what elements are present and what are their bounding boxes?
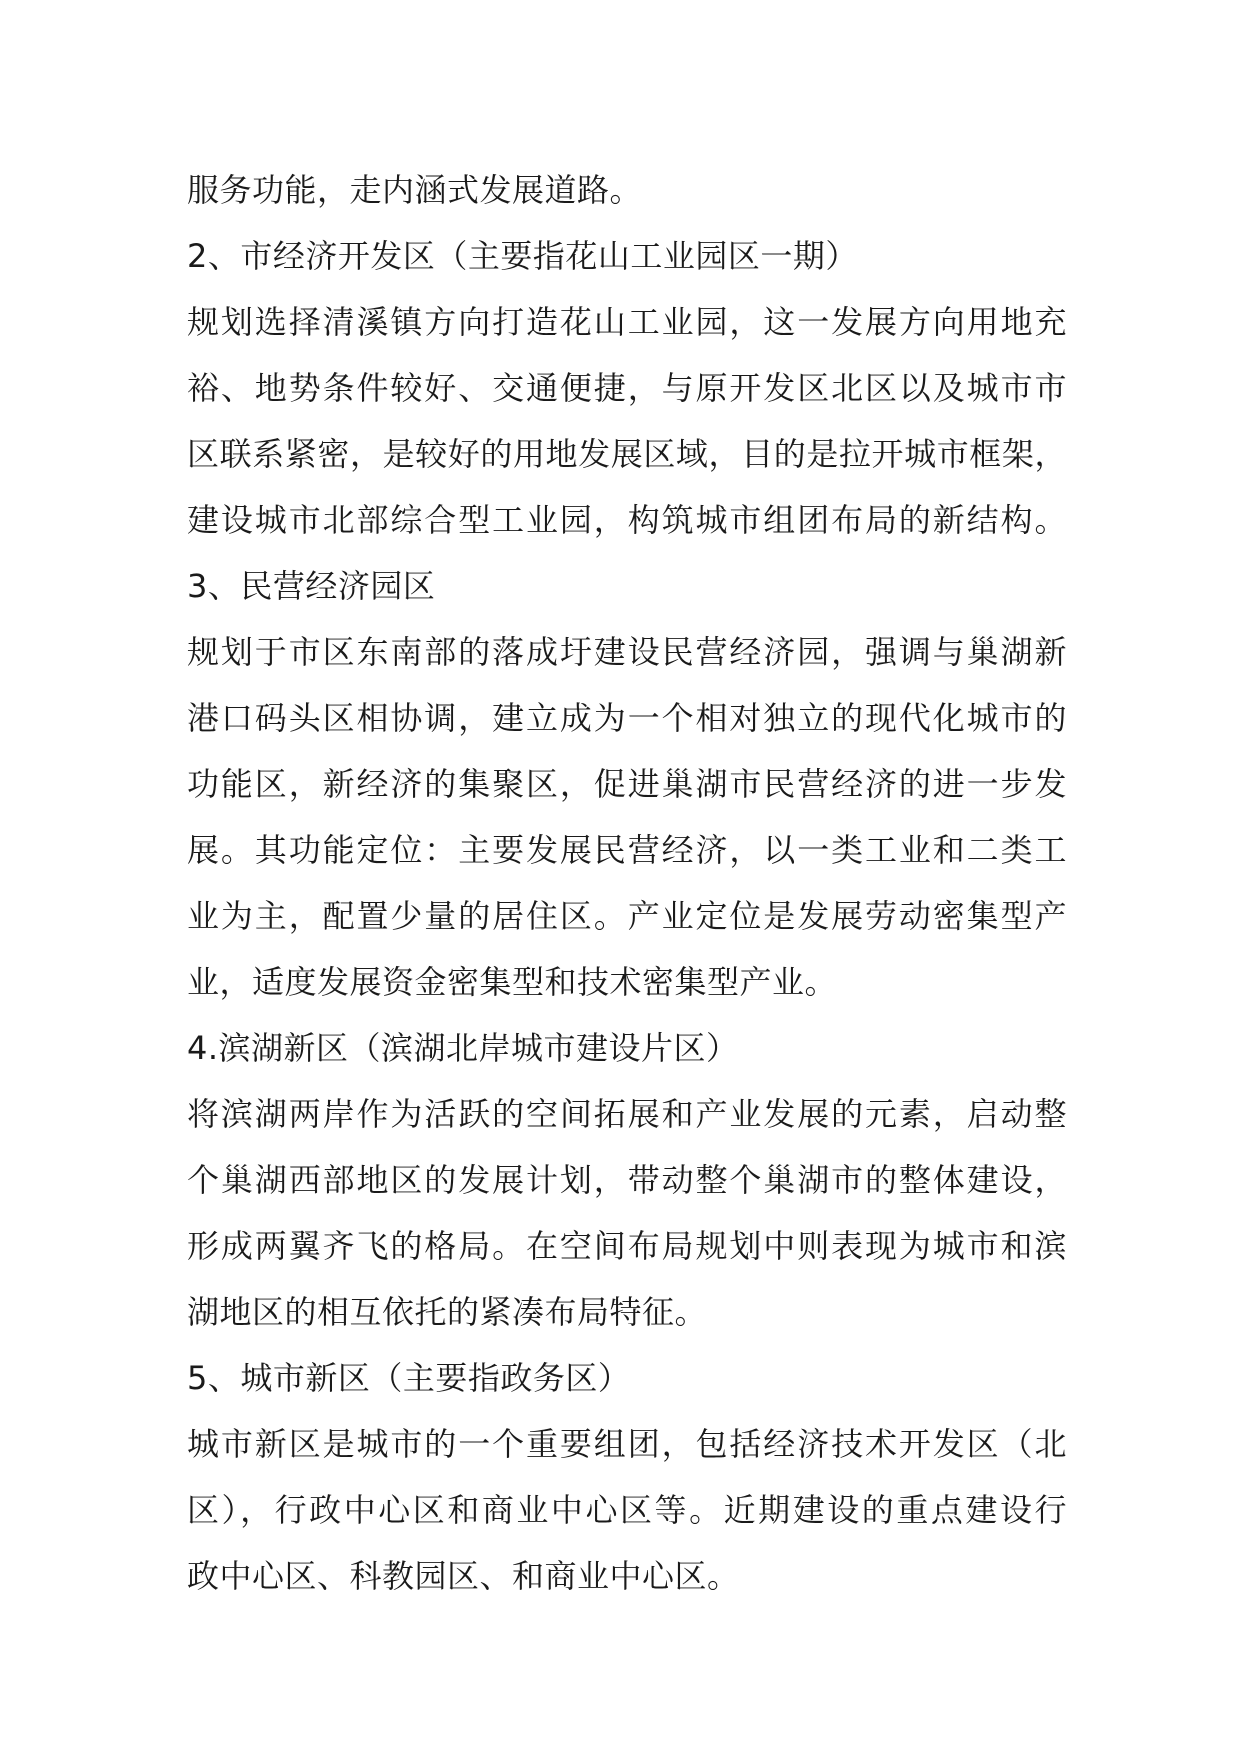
text-line: 建设城市北部综合型工业园，构筑城市组团布局的新结构。 bbox=[187, 501, 1067, 539]
text-line: 区），行政中心区和商业中心区等。近期建设的重点建设行 bbox=[187, 1491, 1067, 1529]
text-line: 业，适度发展资金密集型和技术密集型产业。 bbox=[187, 963, 838, 1001]
text-line: 功能区，新经济的集聚区，促进巢湖市民营经济的进一步发 bbox=[187, 765, 1067, 803]
text-line: 港口码头区相协调，建立成为一个相对独立的现代化城市的 bbox=[187, 699, 1067, 737]
text-line: 个巢湖西部地区的发展计划，带动整个巢湖市的整体建设， bbox=[187, 1161, 1067, 1199]
text-line: 规划于市区东南部的落成圩建设民营经济园，强调与巢湖新 bbox=[187, 633, 1067, 671]
text-line: 形成两翼齐飞的格局。在空间布局规划中则表现为城市和滨 bbox=[187, 1227, 1067, 1265]
section-heading: 4.滨湖新区（滨湖北岸城市建设片区） bbox=[187, 1029, 739, 1067]
text-line: 业为主，配置少量的居住区。产业定位是发展劳动密集型产 bbox=[187, 897, 1067, 935]
text-line: 湖地区的相互依托的紧凑布局特征。 bbox=[187, 1293, 708, 1331]
text-line: 规划选择清溪镇方向打造花山工业园，这一发展方向用地充 bbox=[187, 303, 1067, 341]
text-line: 区联系紧密，是较好的用地发展区域，目的是拉开城市框架， bbox=[187, 435, 1067, 473]
section-heading: 2、市经济开发区（主要指花山工业园区一期） bbox=[187, 237, 858, 275]
text-line: 将滨湖两岸作为活跃的空间拓展和产业发展的元素，启动整 bbox=[187, 1095, 1067, 1133]
text-line: 服务功能，走内涵式发展道路。 bbox=[187, 171, 643, 209]
section-heading: 3、民营经济园区 bbox=[187, 567, 436, 605]
text-line: 城市新区是城市的一个重要组团，包括经济技术开发区（北 bbox=[187, 1425, 1067, 1463]
section-heading: 5、城市新区（主要指政务区） bbox=[187, 1359, 631, 1397]
document-body bbox=[187, 157, 1067, 1609]
text-line: 展。其功能定位：主要发展民营经济，以一类工业和二类工 bbox=[187, 831, 1067, 869]
text-line: 裕、地势条件较好、交通便捷，与原开发区北区以及城市市 bbox=[187, 369, 1067, 407]
text-line: 政中心区、科教园区、和商业中心区。 bbox=[187, 1557, 740, 1595]
